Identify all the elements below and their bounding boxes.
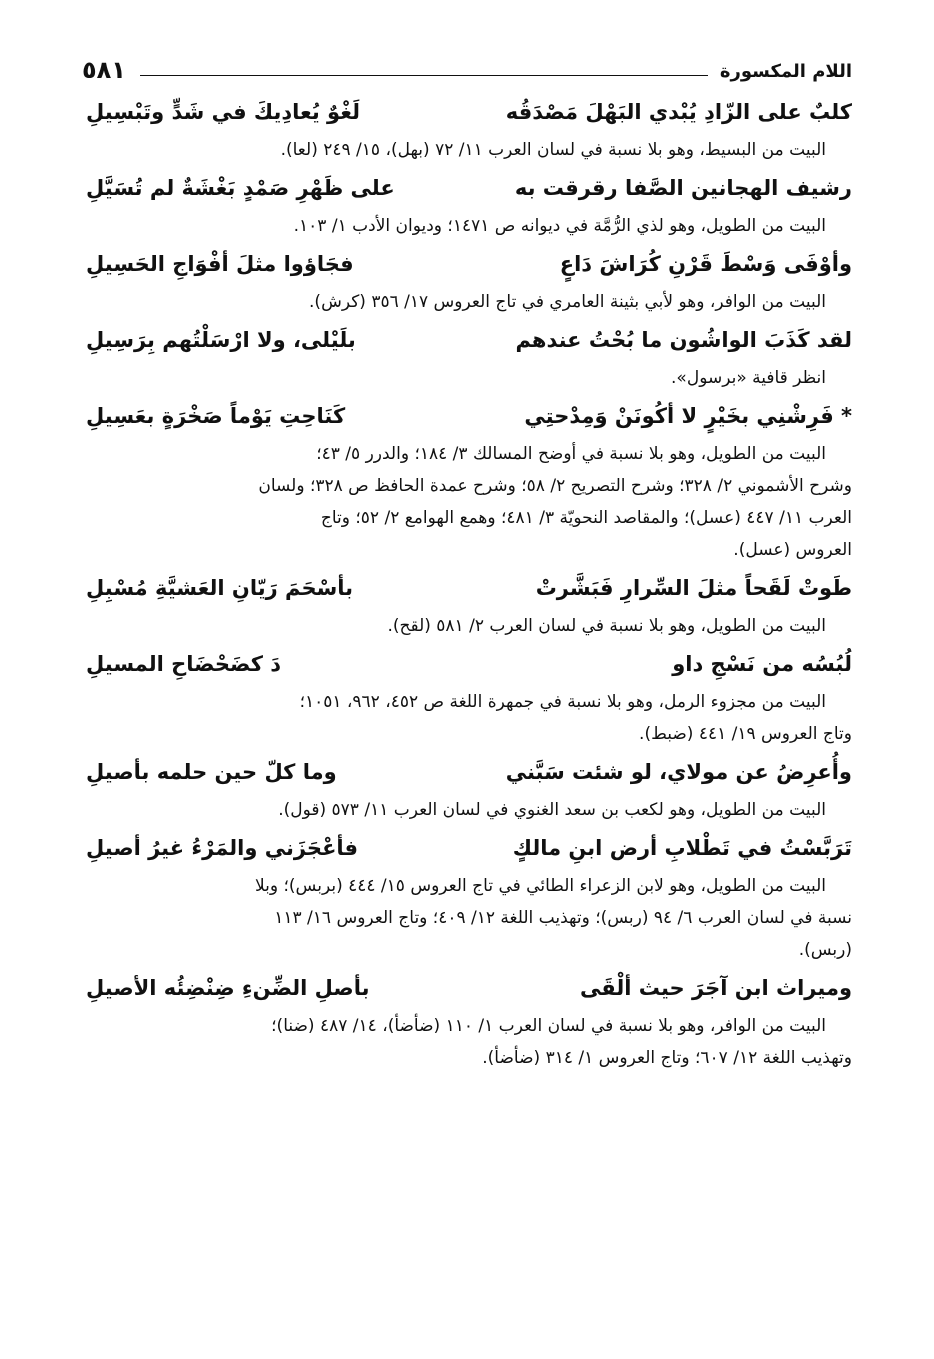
verse-line: [82, 750, 852, 794]
source-note-line: (ربس).: [798, 940, 852, 960]
verse-entry: [82, 242, 852, 318]
verse-entry: [82, 642, 852, 750]
second-hemistich: بأصلِ الضِّنءِ ضِنْضِئُه الأصيلِ: [86, 976, 370, 1000]
source-note: البيت من الوافر، وهو لأبي بثينة العامري في تاج العروس ١٧/ ٣٥٦ (كرش).: [309, 292, 826, 312]
first-hemistich: * فَرِشْنِي بخَيْرٍ لا أكُونَنْ وَمِدْحتِي: [524, 404, 852, 428]
source-note-line: وشرح الأشموني ٢/ ٣٢٨؛ وشرح التصريح ٢/ ٥٨؛ وشرح عمدة الحافظ ص ٣٢٨؛ ولسان: [258, 476, 852, 496]
source-note: البيت من الطويل، وهو لكعب بن سعد الغنوي في لسان العرب ١١/ ٥٧٣ (قول).: [278, 800, 826, 820]
source-note-line: نسبة في لسان العرب ٦/ ٩٤ (ربس)؛ وتهذيب اللغة ١٢/ ٤٠٩؛ وتاج العروس ١٦/ ١١٣: [274, 908, 852, 928]
verse-entry: [82, 966, 852, 1074]
cross-reference-note: انظر قافية «برسول».: [671, 368, 826, 388]
verse-line: [82, 90, 852, 134]
second-hemistich: على ظَهْرِ صَمْدٍ بَغْشَةٌ لم تُسَيَّلِ: [86, 176, 395, 200]
second-hemistich: وما كلّ حين حلمه بأصيلِ: [86, 760, 337, 784]
second-hemistich: بأسْحَمَ رَيّانِ العَشيَّةِ مُسْبِلِ: [86, 576, 354, 600]
verse-entry: [82, 318, 852, 394]
second-hemistich: بلَيْلى، ولا ارْسَلْتُهم بِرَسِيلِ: [86, 328, 356, 352]
verse-line: [82, 242, 852, 286]
source-note-line: البيت من الطويل، وهو بلا نسبة في أوضح المسالك ٣/ ١٨٤؛ والدرر ٥/ ٤٣؛: [316, 444, 826, 464]
page-number: ٥٨١: [82, 56, 126, 84]
source-note-line: البيت من الوافر، وهو بلا نسبة في لسان العرب ١/ ١١٠ (ضأضأ)، ١٤/ ٤٨٧ (ضنا)؛: [271, 1016, 826, 1036]
verse-entry: [82, 166, 852, 242]
header-rule: [140, 75, 708, 76]
second-hemistich: فجَاؤوا مثلَ أفْوَاجِ الحَسِيلِ: [86, 252, 354, 276]
second-hemistich: لَغْوٌ يُعادِيكَ في شَدٍّ وتَبْسِيلِ: [86, 100, 360, 124]
first-hemistich: كلبٌ على الزّادِ يُبْدي البَهْلَ مَصْدَقُه: [505, 100, 852, 124]
second-hemistich: دَ كضَحْضَاحِ المسيلِ: [86, 652, 281, 676]
first-hemistich: لُبُسُه من نَسْجِ داو: [672, 652, 852, 676]
verse-line: [82, 966, 852, 1010]
verse-line: [82, 566, 852, 610]
source-note-line: العروس (عسل).: [733, 540, 852, 560]
source-note-line: البيت من مجزوء الرمل، وهو بلا نسبة في جمهرة اللغة ص ٤٥٢، ٩٦٢، ١٠٥١؛: [299, 692, 826, 712]
verse-line: [82, 826, 852, 870]
verse-entry: [82, 90, 852, 166]
page-header: [82, 38, 852, 82]
source-note-line: وتاج العروس ١٩/ ٤٤١ (ضبط).: [639, 724, 852, 744]
source-note-line: العرب ١١/ ٤٤٧ (عسل)؛ والمقاصد النحويّة ٣/ ٤٨١؛ وهمع الهوامع ٢/ ٥٢؛ وتاج: [320, 508, 852, 528]
first-hemistich: وميراث ابن آجَرَ حيث ألْقَى: [580, 976, 852, 1000]
verse-entry: [82, 566, 852, 642]
verse-line: [82, 394, 852, 438]
verse-entry: [82, 826, 852, 966]
verse-entry: [82, 394, 852, 566]
verse-line: [82, 166, 852, 210]
first-hemistich: طَوتْ لَقَحاً مثلَ السِّرارِ فَبَشَّرتْ: [535, 576, 852, 600]
second-hemistich: فأعْجَزَني والمَرْءُ غيرُ أصيلِ: [86, 836, 359, 860]
source-note-line: وتهذيب اللغة ١٢/ ٦٠٧؛ وتاج العروس ١/ ٣١٤ (ضأضأ).: [482, 1048, 852, 1068]
first-hemistich: لقد كَذَبَ الواشُون ما بُحْتُ عندهم: [515, 328, 852, 352]
verse-line: [82, 642, 852, 686]
first-hemistich: وأُعرِضُ عن مولاي، لو شئت سَبَّني: [505, 760, 852, 784]
second-hemistich: كَنَاحِتِ يَوْماً صَخْرَةٍ بعَسِيلِ: [86, 404, 346, 428]
verse-entry: [82, 750, 852, 826]
source-note: البيت من الطويل، وهو لذي الرُّمَّة في ديوانه ص ١٤٧١؛ وديوان الأدب ١/ ١٠٣.: [293, 216, 826, 236]
first-hemistich: وأوْفَى وَسْطَ قَرْنِ كُرَاشَ دَاعٍ: [559, 252, 852, 276]
verse-line: [82, 318, 852, 362]
first-hemistich: رشيف الهجانين الصَّفا رقرقت به: [514, 176, 852, 200]
source-note-line: البيت من الطويل، وهو لابن الزعراء الطائي في تاج العروس ١٥/ ٤٤٤ (بربس)؛ وبلا: [255, 876, 826, 896]
source-note: البيت من الطويل، وهو بلا نسبة في لسان العرب ٢/ ٥٨١ (لقح).: [387, 616, 826, 636]
source-note: البيت من البسيط، وهو بلا نسبة في لسان العرب ١١/ ٧٢ (بهل)، ١٥/ ٢٤٩ (لعا).: [280, 140, 826, 160]
running-head: اللام المكسورة: [719, 61, 852, 82]
first-hemistich: تَرَبَّسْتُ في تَطْلابِ أرض ابنِ مالكٍ: [512, 836, 852, 860]
